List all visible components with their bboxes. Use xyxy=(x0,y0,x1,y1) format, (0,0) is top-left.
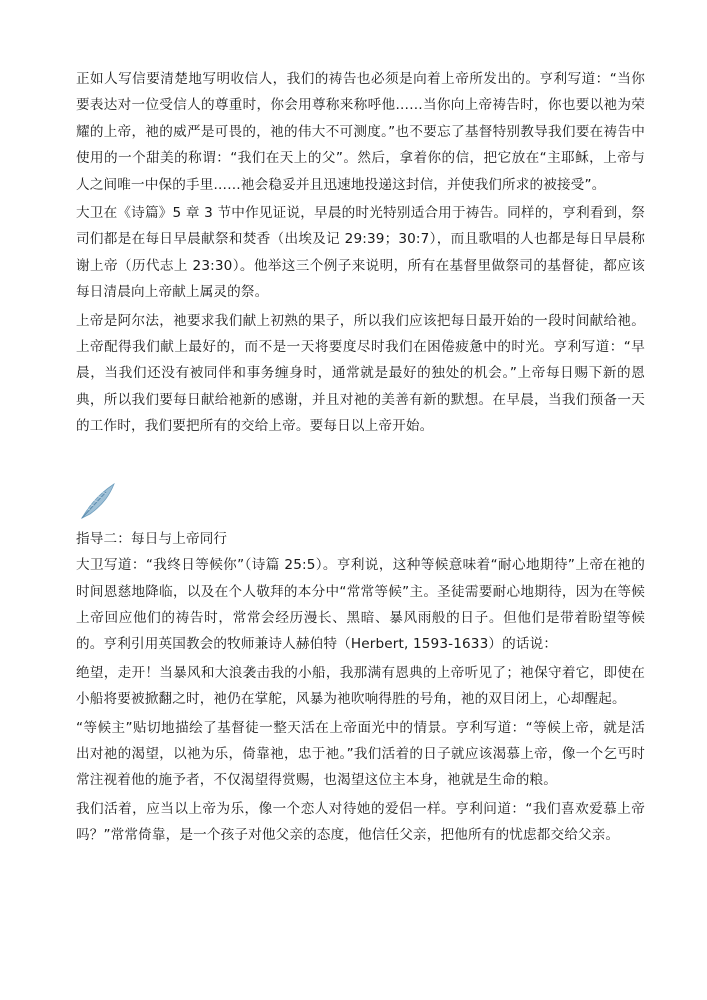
paragraph-2: 大卫在《诗篇》5 章 3 节中作见证说，早晨的时光特别适合用于祷告。同样的，亨利看到，祭司们都是在每日早晨献祭和焚香（出埃及记 29:39；30:7），而且歌唱的人也都是每日早晨称谢上帝（历代志上 23:30）。他举这三个例子来说明，所有在基督里做祭司的基督徒，都应该每日清晨向上帝献上属灵的祭。 xyxy=(76,205,645,301)
feather-icon xyxy=(76,478,122,524)
paragraph-6: 我们活着，应当以上帝为乐，像一个恋人对待她的爱侣一样。亨利问道：“我们喜欢爱慕上帝吗？”常常倚靠，是一个孩子对他父亲的态度，他信任父亲，把他所有的忧虑都交给父亲。 xyxy=(76,800,645,844)
quote-paragraph: 绝望，走开！当暴风和大浪袭击我的小船，我那满有恩典的上帝听见了；祂保守着它，即使在小船将要被掀翻之时，祂仍在掌舵，风暴为祂吹响得胜的号角，祂的双目闭上，心却醒起。 xyxy=(76,664,645,708)
section-spacer xyxy=(76,440,645,478)
paragraph-1: 正如人写信要清楚地写明收信人，我们的祷告也必须是向着上帝所发出的。亨利写道：“当你要表达对一位受信人的尊重时，你会用尊称来称呼他……当你向上帝祷告时，你也要以祂为荣耀的上帝，祂的威严是可畏的，祂的伟大不可测度。”也不要忘了基督特别教导我们要在祷告中使用的一个甜美的称谓：“我们在天上的父”。然后，拿着你的信，把它放在“主耶稣，上帝与人之间唯一中保的手里……祂会稳妥并且迅速地投递这封信，并使我们所求的被接受”。 xyxy=(76,71,645,193)
paragraph-4: 大卫写道：“我终日等候你”（诗篇 25:5）。亨利说，这种等候意味着“耐心地期待”上帝在祂的时间恩慈地降临，以及在个人敬拜的本分中“常常等候”主。圣徒需要耐心地期待，因为在等候上帝回应他们的祷告时，常常会经历漫长、黑暗、暴风雨般的日子。但他们是带着盼望等候的。亨利引用英国教会的牧师兼诗人赫伯特（Herbert, 1593-1633）的话说： xyxy=(76,557,645,653)
paragraph-5: “等候主”贴切地描绘了基督徒一整天活在上帝面光中的情景。亨利写道：“等候上帝，就是活出对祂的渴望，以祂为乐，倚靠祂，忠于祂。”我们活着的日子就应该渴慕上帝，像一个乞丐时常注视着他的施予者，不仅渴望得赏赐，也渴望这位主本身，祂就是生命的粮。 xyxy=(76,719,645,789)
section-heading: 指导二：每日与上帝同行 xyxy=(76,530,228,547)
paragraph-3: 上帝是阿尔法，祂要求我们献上初熟的果子，所以我们应该把每日最开始的一段时间献给祂。上帝配得我们献上最好的，而不是一天将要度尽时我们在困倦疲惫中的时光。亨利写道：“早晨，当我们还没有被同伴和事务缠身时，通常就是最好的独处的机会。”上帝每日赐下新的恩典，所以我们要每日献给祂新的感谢，并且对祂的美善有新的默想。在早晨，当我们预备一天的工作时，我们要把所有的交给上帝。要每日以上帝开始。 xyxy=(76,312,645,435)
